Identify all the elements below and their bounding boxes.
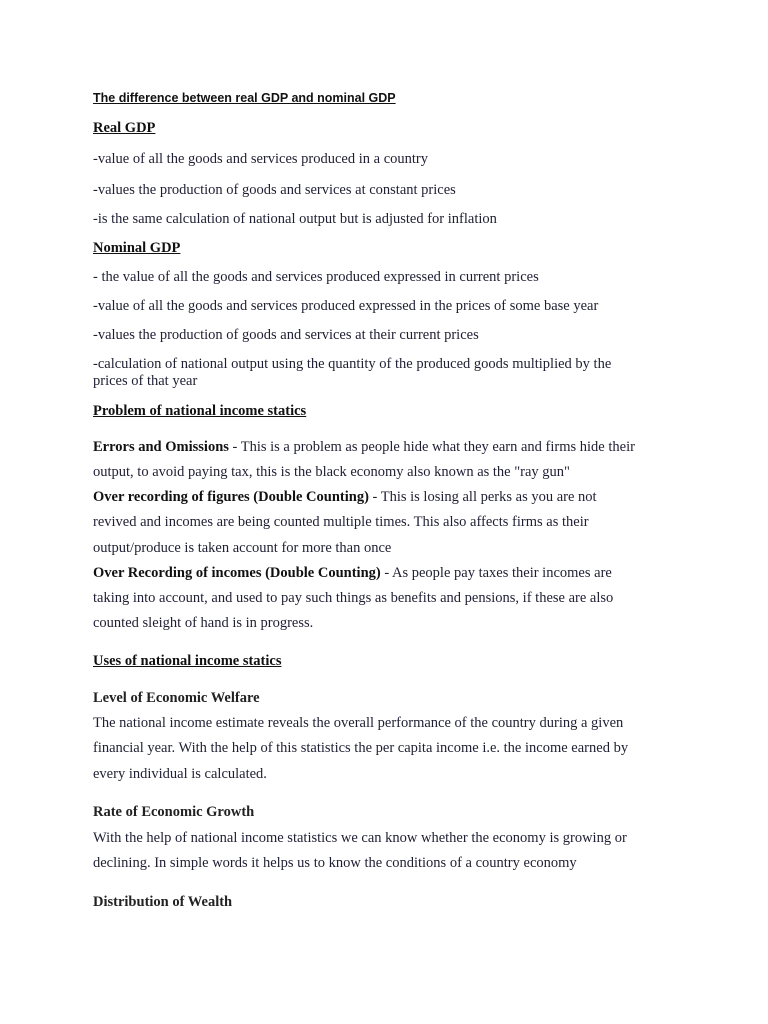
problem-text-line: taking into account, and used to pay such things as benefits and pensions, if these are also (93, 590, 614, 606)
real-gdp-point: -values the production of goods and services at constant prices (93, 182, 456, 198)
problem-text: - This is losing all perks as you are not (368, 489, 597, 505)
problems-heading: Problem of national income statics (93, 403, 307, 419)
problem-over-recording-incomes-line (93, 564, 612, 582)
uses-section-heading: Rate of Economic Growth (93, 804, 255, 820)
problem-text: - This is a problem as people hide what they earn and firms hide their (228, 439, 635, 455)
uses-section-text: financial year. With the help of this statistics the per capita income i.e. the income earned by (93, 740, 629, 756)
uses-section-text: declining. In simple words it helps us to know the conditions of a country economy (93, 855, 577, 871)
document-title: The difference between real GDP and nominal GDP (93, 91, 396, 105)
uses-section-text: With the help of national income statistics we can know whether the economy is growing or (93, 830, 627, 846)
real-gdp-point: -is the same calculation of national output but is adjusted for inflation (93, 211, 497, 227)
real-gdp-point: -value of all the goods and services produced in a country (93, 151, 429, 167)
problem-term: Over Recording of incomes (Double Counting) (93, 565, 381, 581)
problem-text-line: output/produce is taken account for more than once (93, 540, 392, 556)
nominal-gdp-point: -value of all the goods and services produced expressed in the prices of some base year (93, 298, 599, 314)
uses-heading: Uses of national income statics (93, 653, 282, 669)
uses-section-heading: Distribution of Wealth (93, 894, 233, 910)
nominal-gdp-point: -values the production of goods and services at their current prices (93, 327, 479, 343)
nominal-gdp-heading: Nominal GDP (93, 240, 181, 256)
problem-text: - As people pay taxes their incomes are (380, 565, 612, 581)
problem-text-line: revived and incomes are being counted multiple times. This also affects firms as their (93, 514, 589, 530)
nominal-gdp-point: -calculation of national output using the quantity of the produced goods multiplied by the (93, 356, 612, 372)
problem-term: Over recording of figures (Double Counting) (93, 489, 369, 505)
problem-text-line: output, to avoid paying tax, this is the black economy also known as the "ray gun" (93, 464, 570, 480)
uses-section-text: The national income estimate reveals the overall performance of the country during a given (93, 715, 624, 731)
nominal-gdp-point: - the value of all the goods and services produced expressed in current prices (93, 269, 539, 285)
problem-text-line: counted sleight of hand is in progress. (93, 615, 314, 631)
uses-section-heading: Level of Economic Welfare (93, 690, 260, 706)
problem-errors-line (93, 438, 635, 456)
problem-over-recording-figures-line (93, 488, 597, 506)
uses-section-text: every individual is calculated. (93, 766, 267, 782)
problem-term: Errors and Omissions (93, 439, 229, 455)
real-gdp-heading: Real GDP (93, 120, 156, 136)
nominal-gdp-point-continued: prices of that year (93, 373, 198, 389)
